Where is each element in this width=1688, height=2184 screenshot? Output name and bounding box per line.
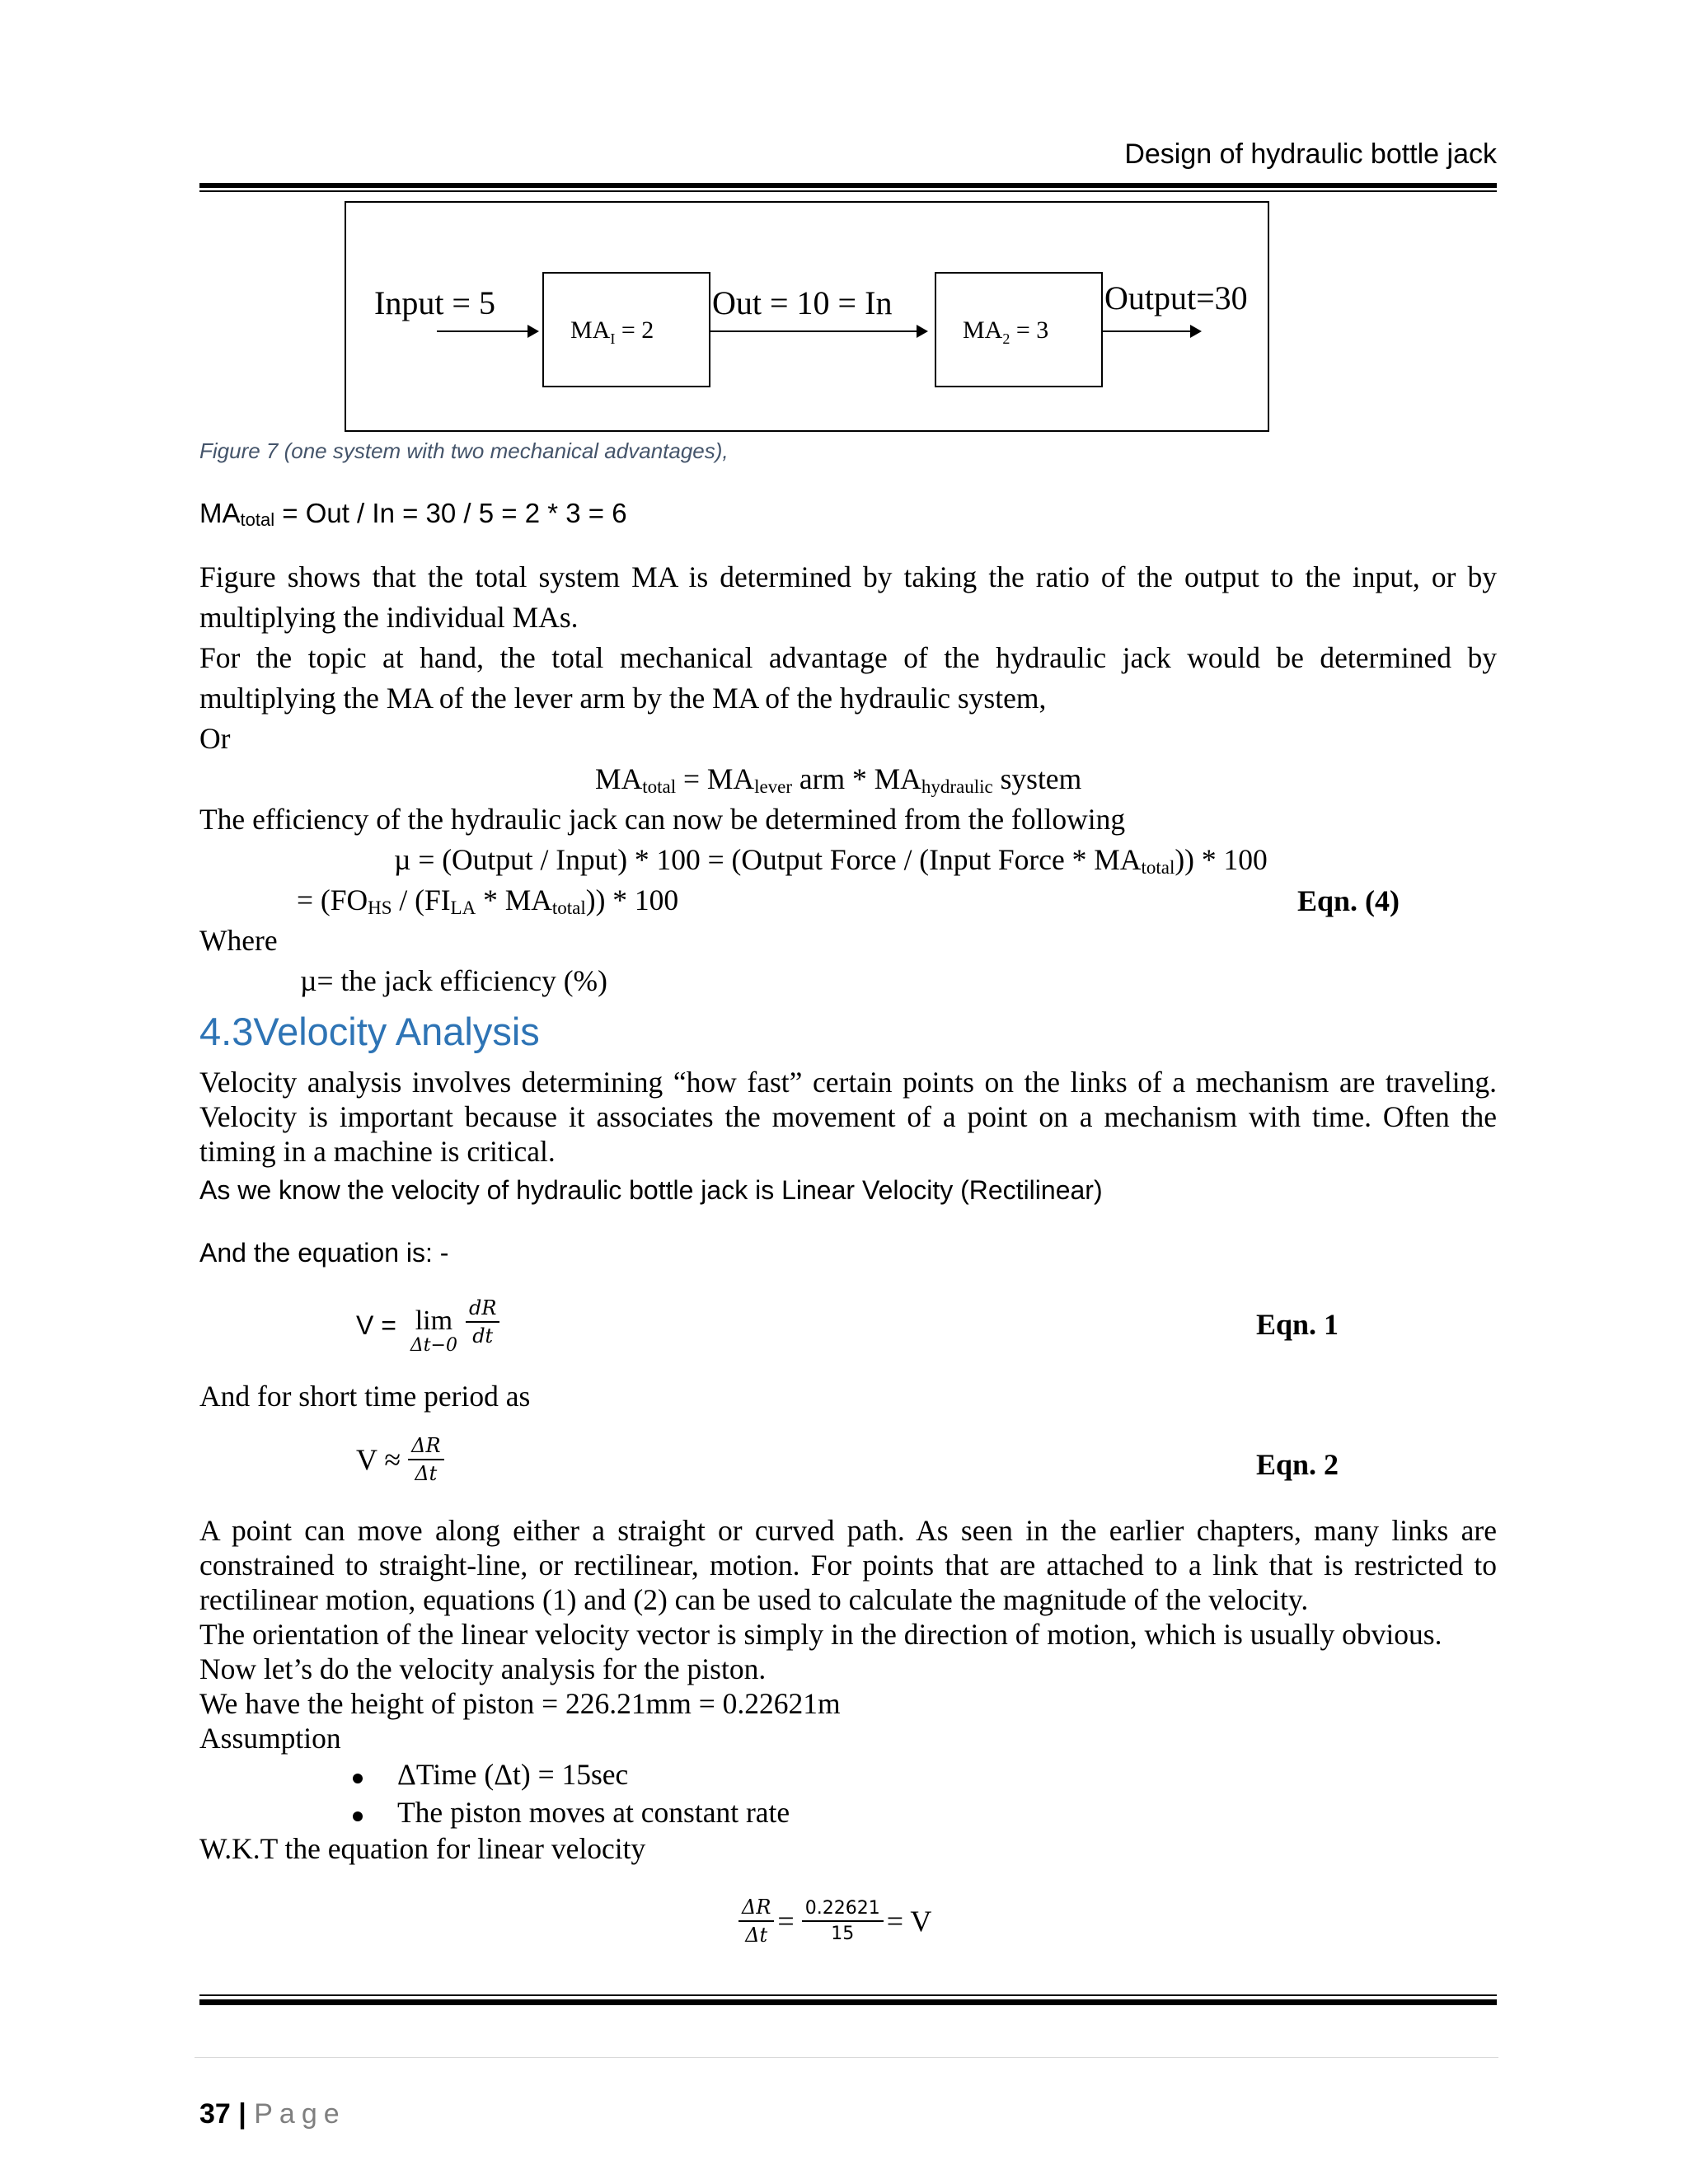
ma2-label: $MA_2 = 3$ [963, 316, 1049, 347]
text-wkt-equation: W.K.T the equation for linear velocity [199, 1832, 646, 1865]
page-number: 37 | Page [199, 2098, 346, 2130]
assumption-item-time: ΔTime (Δt) = 15sec [397, 1758, 629, 1791]
figure-input-label: Input = 5 [374, 284, 495, 321]
paragraph-total-ma: Figure shows that the total system MA is determined by taking the ratio of the output to the input, or by multiplying the individual MAs. [199, 560, 1497, 634]
eqn-2-label: Eqn. 2 [1256, 1448, 1339, 1481]
efficiency-intro: The efficiency of the hydraulic jack can now be determined from the following [199, 803, 1126, 836]
assumption-item-constant-rate: The piston moves at constant rate [397, 1796, 790, 1829]
paragraph-velocity-intro: Velocity analysis involves determining “how fast” certain points on the links of a mechanism are traveling. Velocity is important because it associates the movement of a point on a mechanism with time. Often the timing in a machine is critical. [199, 1066, 1497, 1168]
arrow-middle [710, 330, 926, 332]
equation-2: V ≈ $\frac{\Delta R}{\Delta t}$ [356, 1434, 444, 1485]
figure-output-label: Output=30 [1104, 279, 1248, 316]
efficiency-equation-line1: µ = (Output / Input) * 100 = (Output Force / (Input Force * $MA_{total})) * 100$ [394, 843, 1268, 878]
text-where: Where [199, 924, 278, 957]
efficiency-equation-line2: = $(FO_{HS} / (FI_{LA} * MA_{total})) * 100$ [297, 883, 679, 918]
bullet-dot [353, 1774, 363, 1783]
footer-rule-thick [199, 1999, 1497, 2005]
ma2-box [935, 272, 1103, 387]
equation-1: V = lim Δt−0 $\frac{dR}{dt}$ [356, 1296, 499, 1356]
figure-middle-label: Out = 10 = In [712, 284, 893, 321]
paragraph-piston-analysis: Now let’s do the velocity analysis for the piston. [199, 1652, 767, 1685]
ma1-box [542, 272, 710, 387]
paragraph-orientation: The orientation of the linear velocity vector is simply in the direction of motion, which is usually obvious. [199, 1618, 1442, 1651]
section-heading: 4.3Velocity Analysis [199, 1010, 540, 1053]
text-assumption: Assumption [199, 1722, 341, 1755]
ma-total-equation: $MA_{total}$ = Out / In = 30 / 5 = 2 * 3 = 6 [199, 498, 627, 530]
footer-rule-thin-top [199, 1994, 1497, 1996]
ma1-label: $MA_I = 2$ [570, 316, 654, 347]
paragraph-linear-velocity: As we know the velocity of hydraulic bottle jack is Linear Velocity (Rectilinear) [199, 1175, 1103, 1205]
paragraph-piston-height: We have the height of piston = 226.21mm = 0.22621m [199, 1687, 841, 1720]
eqn-4-label: Eqn. (4) [1297, 884, 1400, 917]
running-header: Design of hydraulic bottle jack [1124, 138, 1497, 170]
mu-definition: µ= the jack efficiency (%) [300, 964, 607, 997]
text-equation-is: And the equation is: - [199, 1238, 449, 1268]
text-short-period: And for short time period as [199, 1380, 531, 1413]
paragraph-rectilinear-motion: A point can move along either a straight or curved path. As seen in the earlier chapters, many links are constrained to straight-line, or rectilinear, motion. For points that are attached to a link that is restricted to rectilinear motion, equations (1) and (2) can be used to calculate the magnitude of the velocity. [199, 1514, 1497, 1616]
header-rule-thick [199, 183, 1497, 188]
eqn-1-label: Eqn. 1 [1256, 1308, 1339, 1341]
figure-caption: Figure 7 (one system with two mechanical advantages), [199, 438, 729, 463]
figure-7-diagram [345, 201, 1269, 432]
arrow-input [437, 330, 537, 332]
equation-ma-total: $MA_{total} = MA_{lever}$ arm * $MA_{hydraulic}$ system [595, 762, 1082, 797]
paragraph-jack-ma: For the topic at hand, the total mechanical advantage of the hydraulic jack would be determined by multiplying the MA of the lever arm by the MA of the hydraulic system, [199, 641, 1497, 715]
header-rule-thin [199, 190, 1497, 192]
footer-divider [195, 2057, 1498, 2058]
bullet-dot [353, 1811, 363, 1821]
text-or: Or [199, 722, 231, 755]
arrow-output [1103, 330, 1200, 332]
equation-velocity-result: $\frac{\Delta R}{\Delta t}$ = $\frac{0.22621}{15}$ = V [738, 1896, 931, 1947]
